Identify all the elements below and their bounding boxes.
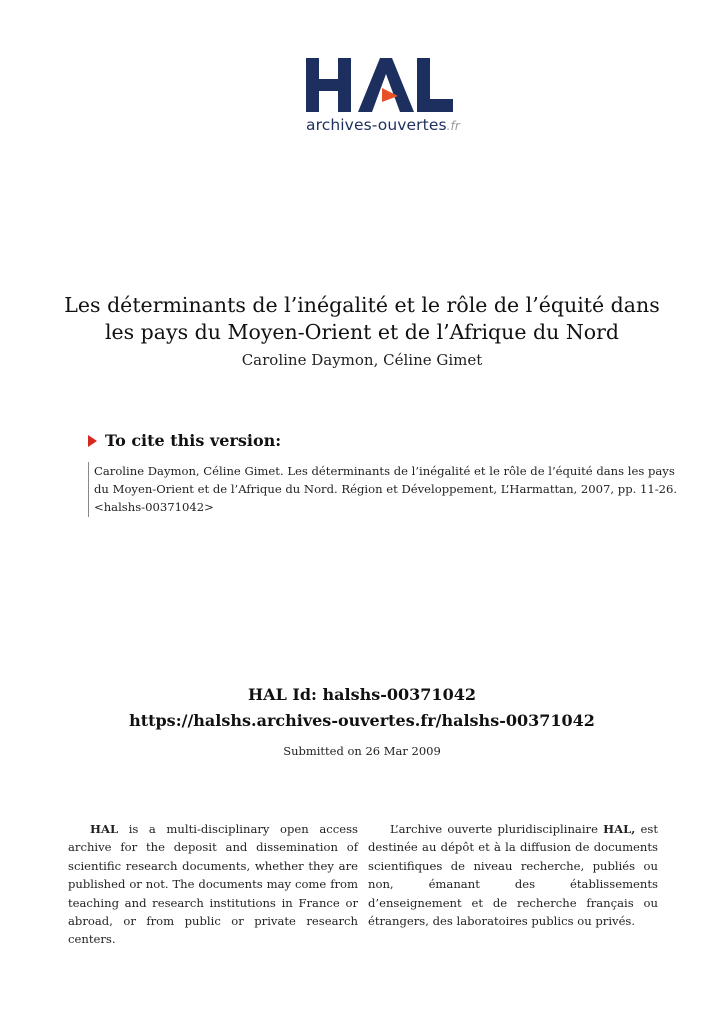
logo-subtitle: archives-ouvertes.fr [306,116,460,134]
notice-en-bold: HAL [90,822,119,836]
notice-fr-pre: L’archive ouverte pluridisciplinaire [390,822,598,836]
logo-suffix: .fr [446,119,460,133]
paper-authors: Caroline Daymon, Céline Gimet [241,351,483,369]
citation-line-3: <halshs-00371042> [94,500,214,515]
notice-english [68,820,358,949]
hal-logo-mark [300,52,460,114]
triangle-bullet-icon [88,435,97,447]
cite-heading [88,431,281,450]
submission-date: Submitted on 26 Mar 2009 [283,744,441,758]
notice-en-text: is a multi-disciplinary open access archive for the deposit and dissemination of scientific research documents, whether they are published or not. The documents may come from teaching and research institutions in France or abroad, or from public or private research centers. [68,822,358,947]
hal-url-link[interactable]: https://halshs.archives-ouvertes.fr/halshs-00371042 [129,711,595,730]
citation-line-1: Caroline Daymon, Céline Gimet. Les déterminants de l’inégalité et le rôle de l’équité dans les pays [94,464,675,478]
notice-fr-text: est destinée au dépôt et à la diffusion de documents scientifiques de niveau recherche, publiés ou non, émanant des établissements d’enseignement et de recherche français ou étrangers, des laboratoires publics ou privés. [368,822,658,929]
hal-logo[interactable] [300,52,460,142]
citation-block [88,462,694,517]
notice-fr-bold: HAL, [603,822,636,836]
cite-heading-text: To cite this version: [105,431,282,450]
title-line-1: Les déterminants de l’inégalité et le rôle de l’équité dans [64,293,660,317]
title-line-2: les pays du Moyen-Orient et de l’Afrique du Nord [104,320,620,344]
citation-line-2: du Moyen-Orient et de l’Afrique du Nord. Région et Développement, L’Harmattan, 2007, pp. 11-26. [94,482,678,497]
notice-french [368,820,658,930]
paper-title [60,292,664,346]
hal-id: HAL Id: halshs-00371042 [248,685,476,704]
